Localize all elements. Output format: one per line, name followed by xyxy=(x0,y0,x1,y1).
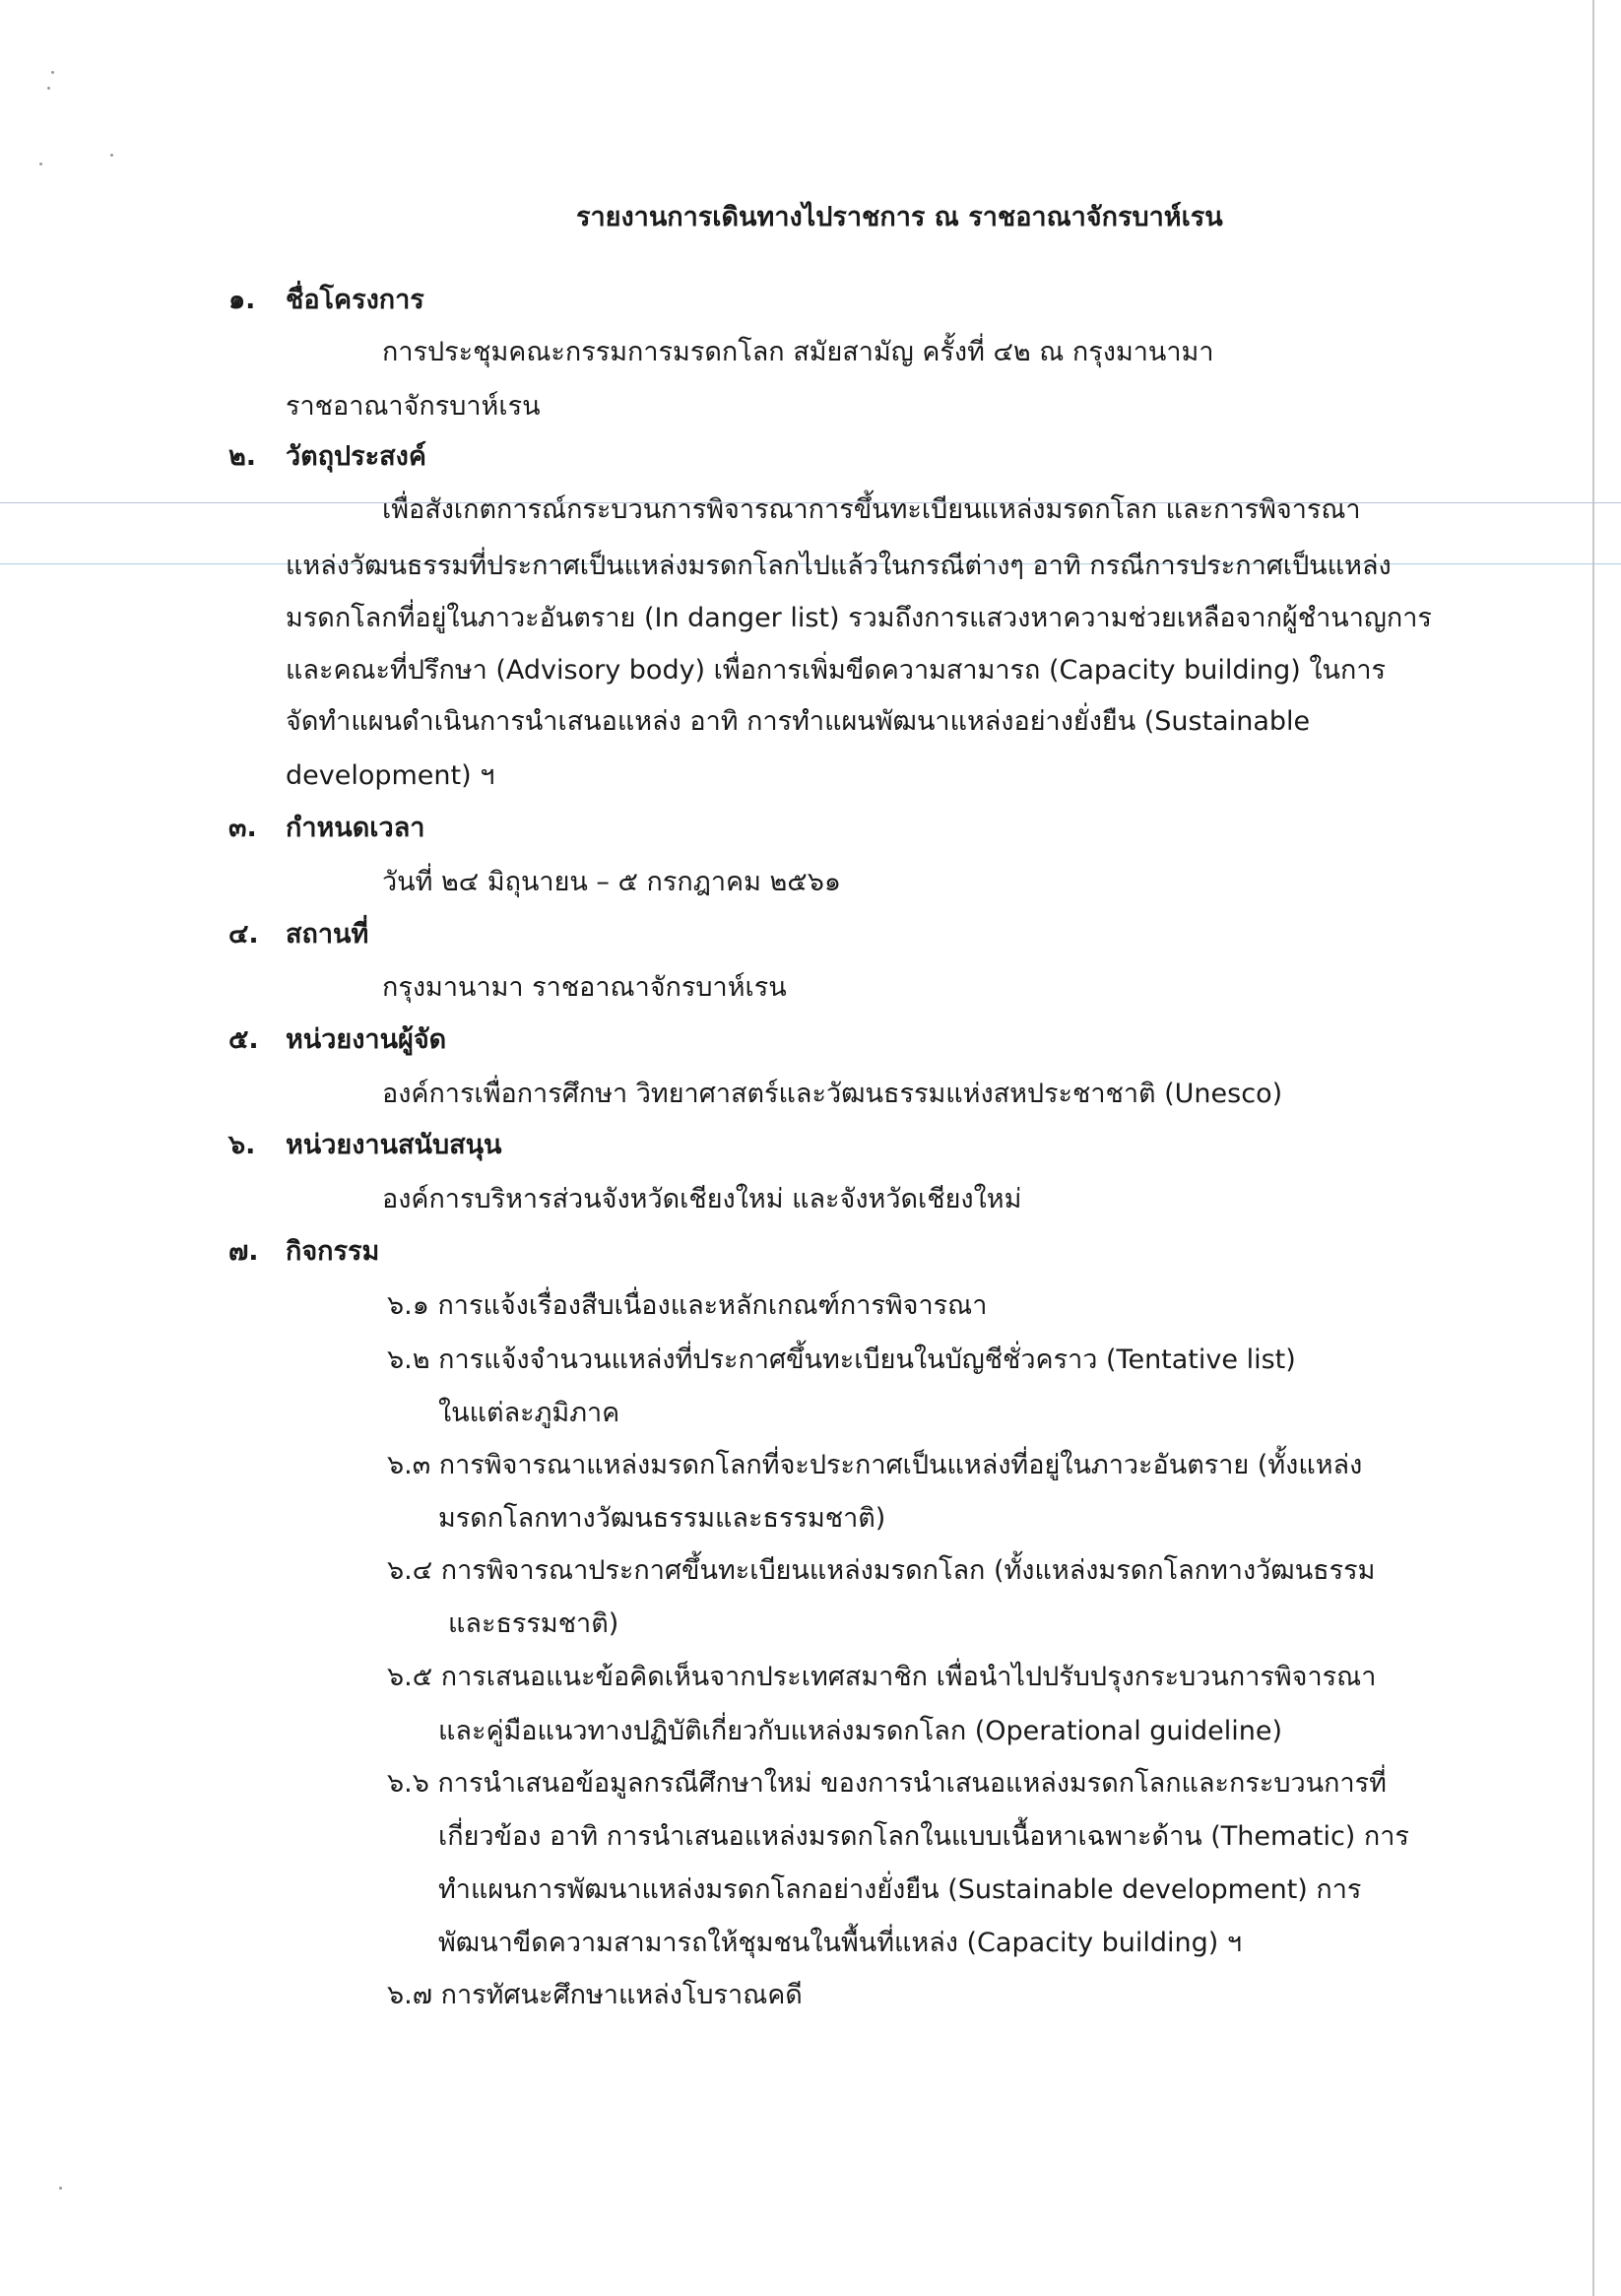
section-number: ๔. xyxy=(228,919,259,950)
scan-speck xyxy=(47,87,50,90)
body-line: การประชุมคณะกรรมการมรดกโลก สมัยสามัญ ครั้งที่ ๔๒ ณ กรุงมานามา xyxy=(382,337,1214,367)
section-number: ๕. xyxy=(228,1024,259,1055)
activity-item-continuation: และคู่มือแนวทางปฏิบัติเกี่ยวกับแหล่งมรดกโลก (Operational guideline) xyxy=(438,1716,1283,1746)
section-title: หน่วยงานสนับสนุน xyxy=(286,1130,502,1160)
activity-item: ๖.๒ การแจ้งจำนวนแหล่งที่ประกาศขึ้นทะเบียนในบัญชีชั่วคราว (Tentative list) xyxy=(387,1345,1296,1375)
activity-item-continuation: มรดกโลกทางวัฒนธรรมและธรรมชาติ) xyxy=(438,1503,886,1534)
activity-item-continuation: ทำแผนการพัฒนาแหล่งมรดกโลกอย่างยั่งยืน (Sustainable development) การ xyxy=(438,1874,1362,1905)
body-line: องค์การเพื่อการศึกษา วิทยาศาสตร์และวัฒนธรรมแห่งสหประชาชาติ (Unesco) xyxy=(382,1079,1283,1109)
activity-item: ๖.๔ การพิจารณาประกาศขึ้นทะเบียนแหล่งมรดกโลก (ทั้งแหล่งมรดกโลกทางวัฒนธรรม xyxy=(387,1555,1376,1586)
body-line: แหล่งวัฒนธรรมที่ประกาศเป็นแหล่งมรดกโลกไปแล้วในกรณีต่างๆ อาทิ กรณีการประกาศเป็นแหล่ง xyxy=(286,551,1392,581)
section-heading-schedule xyxy=(228,806,424,848)
section-heading-project-name xyxy=(228,278,424,320)
activity-item: ๖.๕ การเสนอแนะข้อคิดเห็นจากประเทศสมาชิก เพื่อนำไปปรับปรุงกระบวนการพิจารณา xyxy=(387,1662,1377,1692)
scan-edge-line xyxy=(1592,0,1594,2296)
activity-item: ๖.๓ การพิจารณาแหล่งมรดกโลกที่จะประกาศเป็นแหล่งที่อยู่ในภาวะอันตราย (ทั้งแหล่ง xyxy=(387,1450,1363,1480)
section-title: กิจกรรม xyxy=(286,1236,380,1267)
scan-speck xyxy=(51,71,54,74)
section-number: ๓. xyxy=(228,813,257,843)
section-title: ชื่อโครงการ xyxy=(286,285,424,315)
section-number: ๑. xyxy=(228,285,256,315)
activity-item-continuation: ในแต่ละภูมิภาค xyxy=(438,1398,620,1428)
body-line: วันที่ ๒๔ มิถุนายน – ๕ กรกฎาคม ๒๕๖๑ xyxy=(382,867,841,897)
body-line: และคณะที่ปรึกษา (Advisory body) เพื่อการเพิ่มขีดความสามารถ (Capacity building) ในการ xyxy=(286,655,1386,686)
activity-item-continuation: พัฒนาขีดความสามารถให้ชุมชนในพื้นที่แหล่ง (Capacity building) ฯ xyxy=(438,1928,1243,1958)
section-heading-supporting-agency xyxy=(228,1123,502,1165)
body-line: องค์การบริหารส่วนจังหวัดเชียงใหม่ และจังหวัดเชียงใหม่ xyxy=(382,1184,1022,1214)
section-title: หน่วยงานผู้จัด xyxy=(286,1024,447,1055)
section-number: ๒. xyxy=(228,441,257,472)
section-title: วัตถุประสงค์ xyxy=(286,441,426,472)
section-number: ๗. xyxy=(228,1236,259,1267)
section-heading-activities xyxy=(228,1229,379,1272)
body-line: development) ฯ xyxy=(286,760,495,791)
scan-speck xyxy=(39,163,42,165)
page-title: รายงานการเดินทางไปราชการ ณ ราชอาณาจักรบาห์เรน xyxy=(576,202,1223,232)
body-line: กรุงมานามา ราชอาณาจักรบาห์เรน xyxy=(382,972,787,1003)
activity-item-continuation: และธรรมชาติ) xyxy=(448,1608,619,1639)
section-heading-venue xyxy=(228,912,368,954)
section-heading-organizer xyxy=(228,1017,446,1060)
activity-item: ๖.๖ การนำเสนอข้อมูลกรณีศึกษาใหม่ ของการนำเสนอแหล่งมรดกโลกและกระบวนการที่ xyxy=(387,1768,1387,1799)
scan-speck xyxy=(59,2187,62,2190)
section-heading-objectives xyxy=(228,434,426,477)
body-line: เพื่อสังเกตการณ์กระบวนการพิจารณาการขึ้นทะเบียนแหล่งมรดกโลก และการพิจารณา xyxy=(382,494,1361,525)
activity-item: ๖.๑ การแจ้งเรื่องสืบเนื่องและหลักเกณฑ์การพิจารณา xyxy=(387,1290,988,1321)
section-title: สถานที่ xyxy=(286,919,369,950)
body-line: จัดทำแผนดำเนินการนำเสนอแหล่ง อาทิ การทำแผนพัฒนาแหล่งอย่างยั่งยืน (Sustainable xyxy=(286,706,1311,737)
section-number: ๖. xyxy=(228,1130,256,1160)
scan-speck xyxy=(110,154,113,157)
section-title: กำหนดเวลา xyxy=(286,813,425,843)
body-line: ราชอาณาจักรบาห์เรน xyxy=(286,391,541,422)
body-line: มรดกโลกที่อยู่ในภาวะอันตราย (In danger list) รวมถึงการแสวงหาความช่วยเหลือจากผู้ชำนาญการ xyxy=(286,603,1432,633)
activity-item: ๖.๗ การทัศนะศึกษาแหล่งโบราณคดี xyxy=(387,1980,803,2010)
activity-item-continuation: เกี่ยวข้อง อาทิ การนำเสนอแหล่งมรดกโลกในแบบเนื้อหาเฉพาะด้าน (Thematic) การ xyxy=(438,1821,1409,1852)
